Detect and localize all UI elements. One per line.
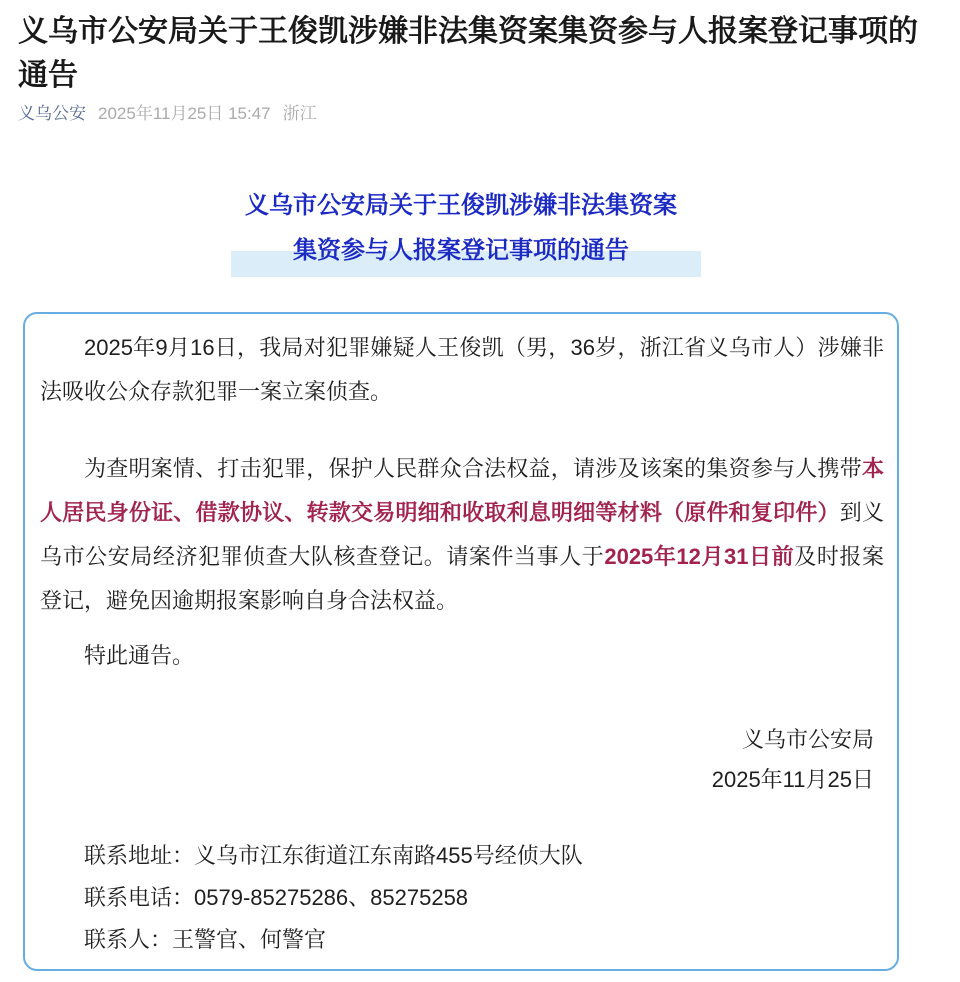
para2-text-2: 到义乌市公安局经济犯罪侦查大队核查登记。请案件当事人于 bbox=[40, 500, 884, 569]
para2-text-3: 及时报案登记，避免因逾期报案影响自身合法权益。 bbox=[40, 544, 884, 613]
signature-block bbox=[40, 720, 884, 800]
article-title: 义乌市公安局关于王俊凯涉嫌非法集资案集资参与人报案登记事项的通告 bbox=[18, 15, 918, 92]
para2-required-materials-emphasis: 本人居民身份证、借款协议、转款交易明细和收取利息明细等材料（原件和复印件） bbox=[40, 456, 884, 525]
signature-organization: 义乌市公安局 bbox=[741, 727, 874, 752]
notice-box bbox=[23, 312, 899, 971]
contact-block bbox=[84, 835, 884, 961]
publish-datetime: 2025年11月25日 15:47 bbox=[98, 104, 271, 123]
para2-text-1: 为查明案情、打击犯罪，保护人民群众合法权益，请涉及该案的集资参与人携带 bbox=[84, 456, 862, 481]
notice-paragraph-registration bbox=[40, 447, 884, 623]
notice-paragraph-case-filing: 2025年9月16日，我局对犯罪嫌疑人王俊凯（男，36岁，浙江省义乌市人）涉嫌非法吸收公众存款犯罪一案立案侦查。 bbox=[40, 335, 884, 404]
notice-heading-line1: 义乌市公安局关于王俊凯涉嫌非法集资案 bbox=[245, 192, 677, 219]
notice-heading bbox=[23, 183, 899, 273]
notice-closing-line: 特此通告。 bbox=[84, 643, 195, 668]
contact-person: 联系人：王警官、何警官 bbox=[84, 927, 327, 952]
byline bbox=[18, 103, 960, 125]
para2-deadline-emphasis: 2025年12月31日前 bbox=[604, 544, 795, 569]
signature-date: 2025年11月25日 bbox=[711, 767, 874, 792]
author-link[interactable]: 义乌公安 bbox=[18, 104, 86, 123]
publish-location: 浙江 bbox=[282, 104, 317, 123]
notice-heading-line2-highlighted: 集资参与人报案登记事项的通告 bbox=[293, 228, 629, 273]
contact-phone: 联系电话：0579-85275286、85275258 bbox=[84, 885, 469, 910]
notice-heading-line2 bbox=[23, 228, 899, 273]
contact-address: 联系地址：义乌市江东街道江东南路455号经侦大队 bbox=[84, 843, 583, 868]
